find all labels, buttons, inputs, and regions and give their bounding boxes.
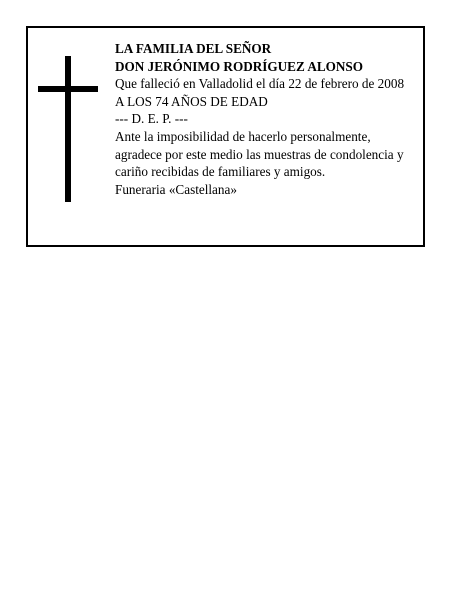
cross-icon xyxy=(38,56,98,202)
family-heading: LA FAMILIA DEL SEÑOR xyxy=(115,41,272,56)
thanks-line-1: Ante la imposibilidad de hacerlo personalmente, xyxy=(115,128,371,144)
funeral-home: Funeraria «Castellana» xyxy=(115,181,237,197)
age-line: A LOS 74 AÑOS DE EDAD xyxy=(115,93,268,109)
thanks-line-3: cariño recibidas de familiares y amigos. xyxy=(115,164,326,180)
notice-text xyxy=(115,40,421,198)
deceased-name: DON JERÓNIMO RODRÍGUEZ ALONSO xyxy=(115,58,364,74)
obituary-notice xyxy=(26,26,425,247)
rip-line: --- D. E. P. --- xyxy=(115,111,188,127)
cross-vertical-bar xyxy=(65,56,71,202)
thanks-line-2: agradece por este medio las muestras de condolencia y xyxy=(115,146,404,162)
cross-horizontal-bar xyxy=(38,86,98,92)
death-details: Que falleció en Valladolid el día 22 de febrero de 2008 xyxy=(115,76,405,92)
